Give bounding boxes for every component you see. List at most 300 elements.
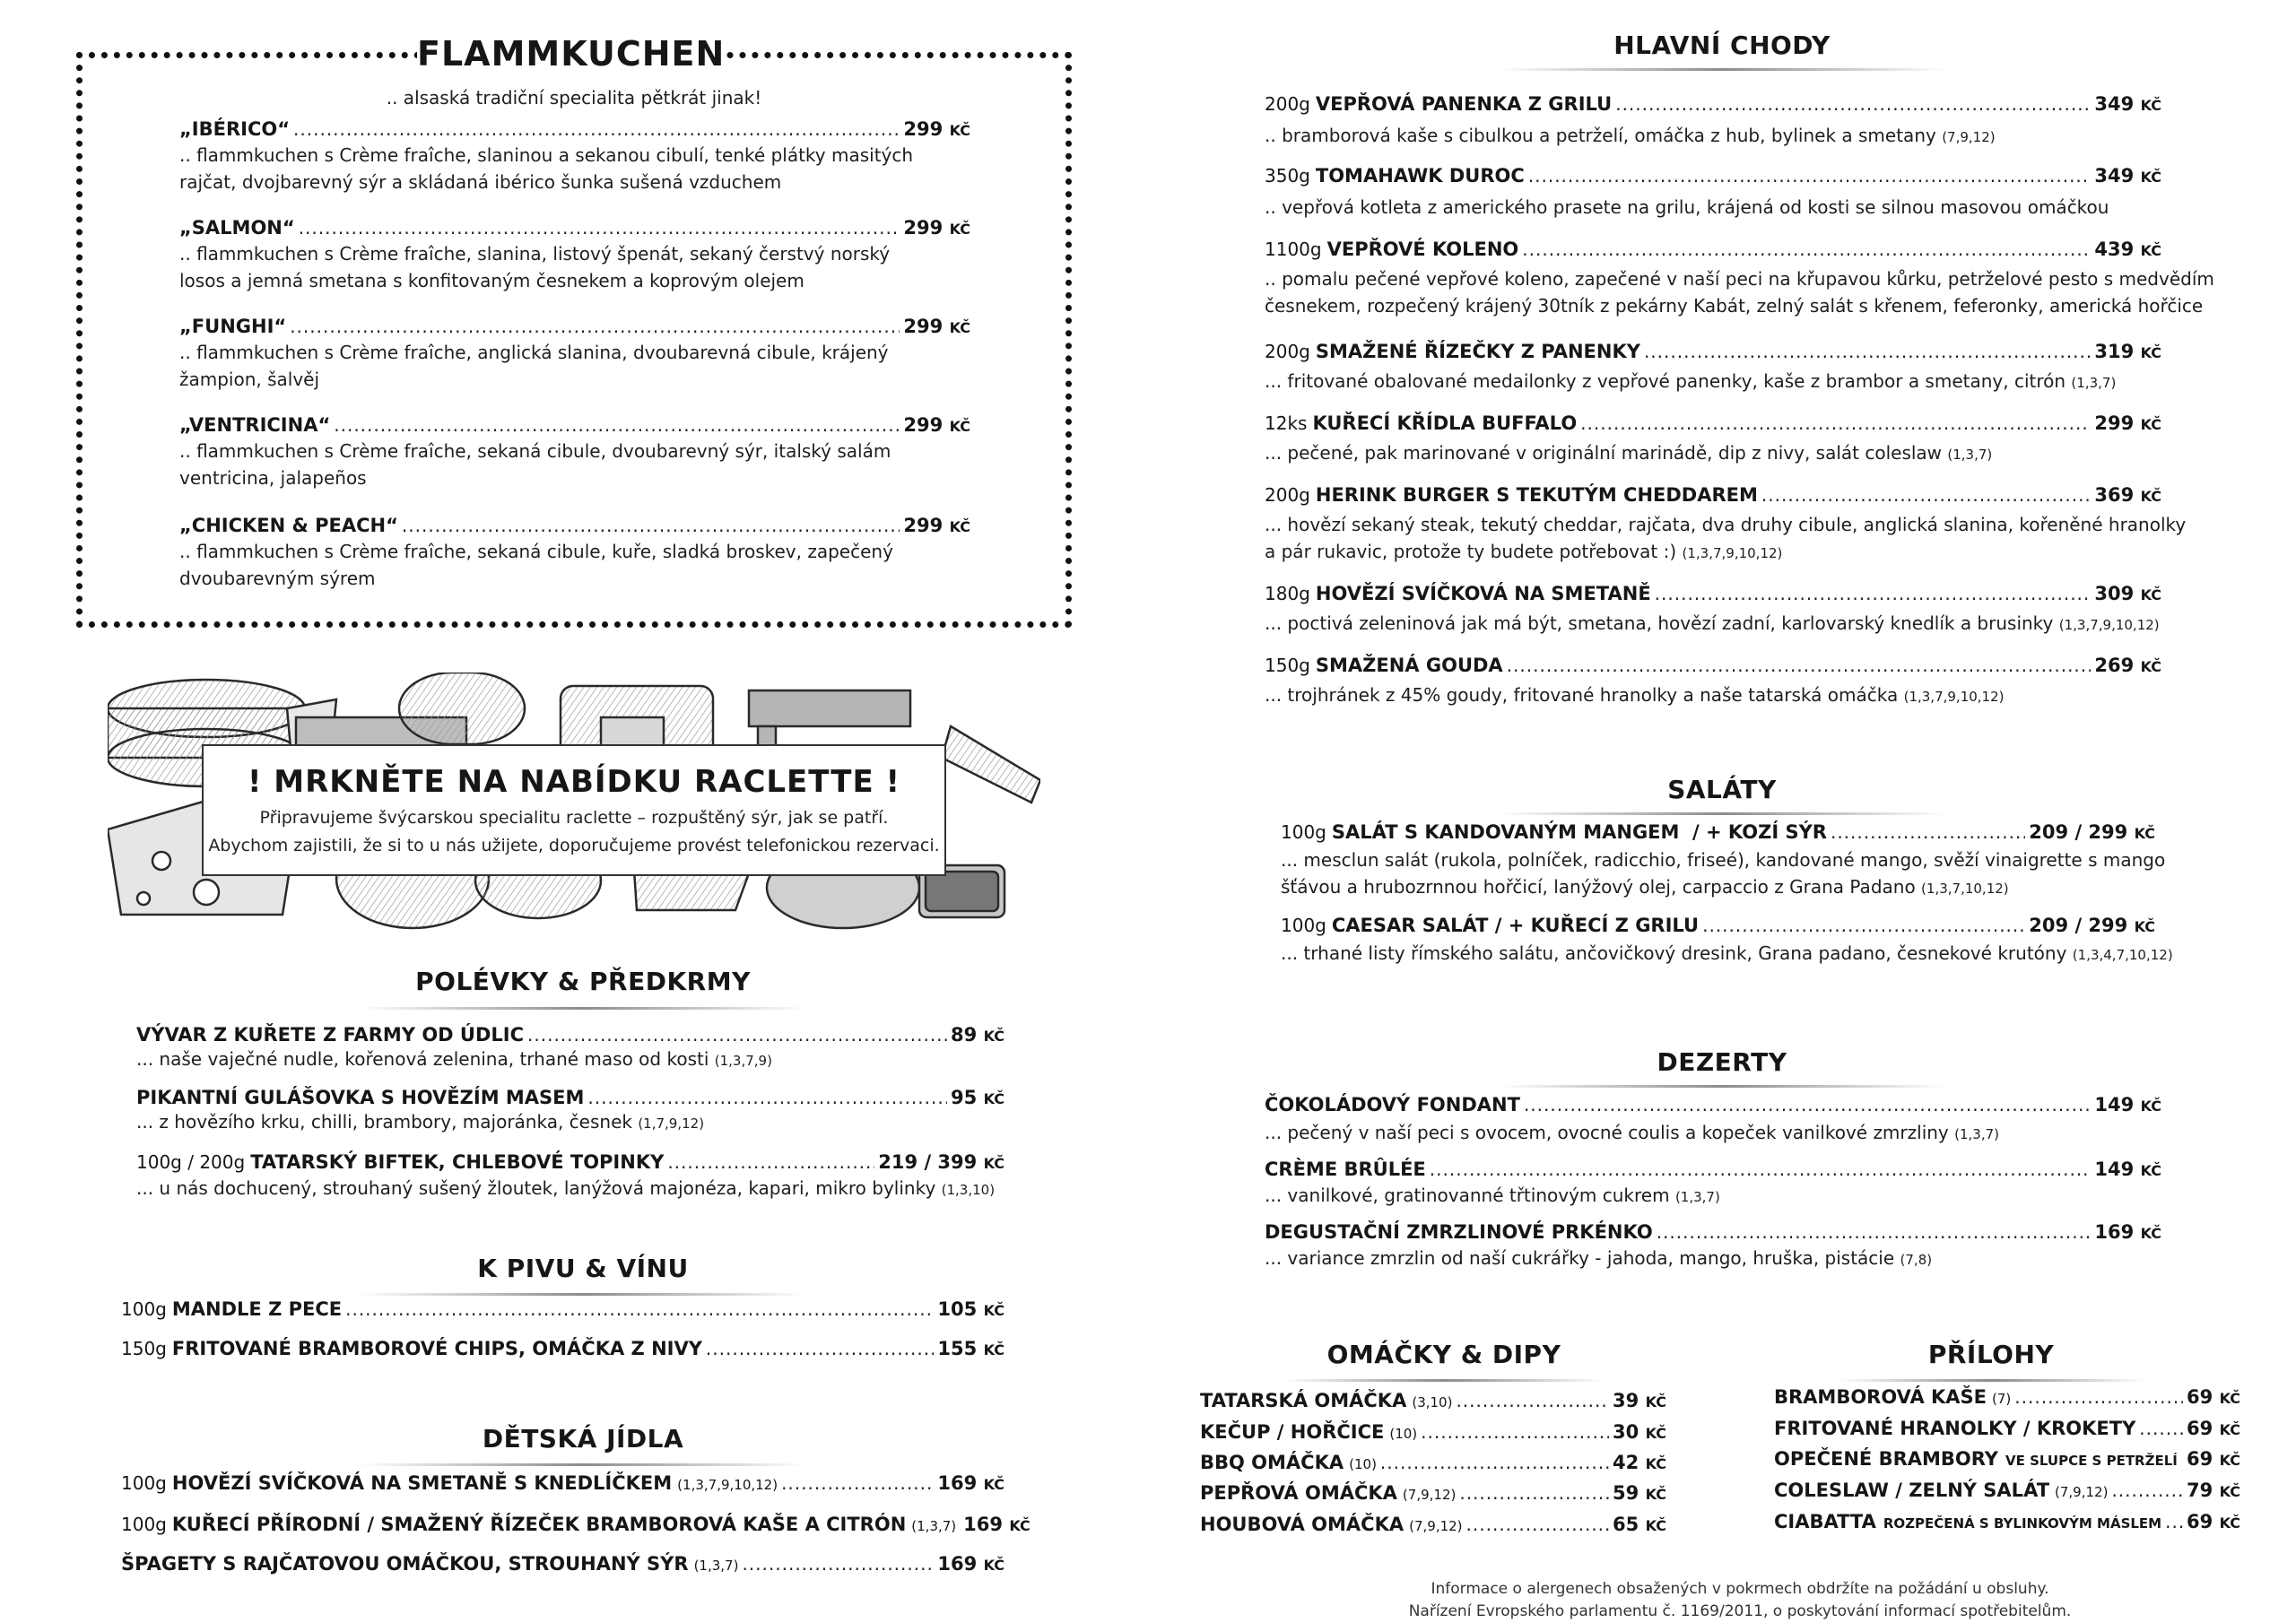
- leader-dots: [587, 1087, 947, 1108]
- flammkuchen-desc-ventricina: [179, 438, 891, 491]
- item-price: [2187, 1386, 2240, 1408]
- section-divider: [1498, 812, 1946, 815]
- leader-dots: [1831, 821, 2025, 843]
- desc-text: ... fritované obalované medailonky z vepřové panenky, kaše z brambor a smetany, citrón: [1265, 370, 2066, 392]
- right-column: [1157, 0, 2296, 1623]
- hlavni-item-panenka: [1265, 93, 2161, 115]
- item-weight: 1100g: [1265, 239, 1322, 260]
- price-value: 69: [2187, 1418, 2213, 1439]
- item-name: „VENTRICINA“: [179, 414, 331, 436]
- item-price: [903, 414, 970, 436]
- flammkuchen-title: FLAMMKUCHEN: [417, 34, 726, 74]
- currency: KČ: [983, 1155, 1004, 1172]
- item-name: FRITOVANÉ HRANOLKY / KROKETY: [1774, 1418, 2136, 1439]
- omacky-item-houbova: [1200, 1514, 1666, 1535]
- leader-dots: [299, 217, 900, 239]
- item-name: HOVĚZÍ SVÍČKOVÁ NA SMETANĚ S KNEDLÍČKEM: [171, 1472, 673, 1494]
- item-name: „SALMON“: [179, 217, 295, 239]
- currency: KČ: [1645, 1486, 1666, 1503]
- item-name: HOUBOVÁ OMÁČKA: [1200, 1514, 1405, 1535]
- leader-dots: [345, 1298, 934, 1320]
- desc-text: ... poctivá zeleninová jak má být, smetana, hovězí zadní, karlovarský knedlík a brusinky: [1265, 612, 2054, 634]
- currency: KČ: [983, 1028, 1004, 1045]
- omacky-title: OMÁČKY & DIPY: [1326, 1340, 1561, 1369]
- dezerty-item-fondant: [1265, 1094, 2161, 1115]
- desc-line-2: [1281, 873, 2165, 902]
- allergens: (1,3,7): [911, 1518, 957, 1534]
- allergens: (10): [1349, 1456, 1377, 1472]
- desc-line: ... hovězí sekaný steak, tekutý cheddar, rajčata, dva druhy cibule, anglická slanina, kořeněné hranolky: [1265, 514, 2187, 535]
- price-value: 299: [903, 414, 944, 436]
- desc-text: ... pečené, pak marinované v originální marinádě, dip z nivy, salát coleslaw: [1265, 442, 1943, 464]
- currency: KČ: [983, 1557, 1004, 1574]
- raclette-banner: [202, 744, 946, 876]
- item-price: [2187, 1480, 2240, 1501]
- hlavni-title: HLAVNÍ CHODY: [1613, 30, 1831, 60]
- price-value: 169: [963, 1514, 1003, 1535]
- desc-line: .. flammkuchen s Crème fraîche, sekaná cibule, kuře, sladká broskev, zapečený: [179, 541, 893, 562]
- hlavni-item-koleno: [1265, 239, 2161, 260]
- item-name: KEČUP / HOŘČICE: [1200, 1421, 1385, 1443]
- item-price: [903, 515, 970, 536]
- currency: KČ: [2219, 1483, 2240, 1500]
- item-name: VEPŘOVÁ PANENKA Z GRILU: [1315, 93, 1613, 115]
- hlavni-item-rizecky: [1265, 341, 2161, 362]
- allergens: (7): [1992, 1391, 2012, 1407]
- hlavni-item-tomahawk: [1265, 165, 2161, 187]
- detska-item-rizecek: [121, 1514, 1031, 1535]
- prilohy-item-brambory: [1774, 1448, 2240, 1470]
- item-name: HOVĚZÍ SVÍČKOVÁ NA SMETANĚ: [1315, 583, 1651, 604]
- polevky-item-vyvar: [136, 1024, 1004, 1046]
- item-price: [2029, 915, 2155, 936]
- hlavni-desc-kridla: [1265, 439, 1992, 468]
- flammkuchen-item-funghi: [179, 316, 970, 337]
- item-price: [2094, 1094, 2161, 1115]
- pivo-item-mandle: [121, 1298, 1004, 1320]
- currency: KČ: [983, 1476, 1004, 1493]
- desc-line: dvoubarevným sýrem: [179, 568, 376, 589]
- item-price: [2094, 165, 2161, 187]
- item-price: [2094, 412, 2161, 434]
- allergens: (1,3,7): [2071, 375, 2117, 391]
- price-value: 349: [2094, 165, 2135, 187]
- price-value: 169: [2094, 1221, 2135, 1243]
- item-name: CAESAR SALÁT / + KUŘECÍ Z GRILU: [1331, 915, 1700, 936]
- hlavni-item-kridla: [1265, 412, 2161, 434]
- item-weight: 150g: [121, 1338, 167, 1359]
- leader-dots: [667, 1151, 874, 1173]
- item-price: [2094, 1159, 2161, 1180]
- item-name: „CHICKEN & PEACH“: [179, 515, 398, 536]
- item-name: TATARSKÁ OMÁČKA: [1200, 1390, 1407, 1411]
- flammkuchen-subtitle: .. alsaská tradiční specialita pětkrát jinak!: [386, 87, 762, 108]
- leader-dots: [742, 1553, 934, 1575]
- section-divider: [1498, 1085, 1946, 1088]
- leader-dots: [1615, 93, 2091, 115]
- item-weight: 100g: [1281, 821, 1326, 843]
- price-value: 69: [2187, 1386, 2213, 1408]
- prilohy-item-kase: [1774, 1386, 2240, 1408]
- price-value: 155: [937, 1338, 978, 1359]
- item-price: [2094, 239, 2161, 260]
- polevky-title: POLÉVKY & PŘEDKRMY: [415, 967, 751, 996]
- allergens: (3,10): [1412, 1394, 1453, 1410]
- item-price: [963, 1514, 1031, 1535]
- currency: KČ: [949, 221, 970, 238]
- leader-dots: [1657, 1221, 2092, 1243]
- leader-dots: [1524, 1094, 2091, 1115]
- detska-item-spagety: [121, 1553, 1004, 1575]
- item-name: VÝVAR Z KUŘETE Z FARMY OD ÚDLIC: [136, 1024, 525, 1046]
- flammkuchen-desc-chicken-peach: [179, 538, 893, 592]
- leader-dots: [290, 316, 900, 337]
- leader-dots: [1507, 655, 2092, 676]
- price-value: 69: [2187, 1448, 2213, 1470]
- item-weight: 150g: [1265, 655, 1310, 676]
- currency: KČ: [983, 1302, 1004, 1319]
- leader-dots: [1644, 341, 2091, 362]
- item-weight: 100g: [121, 1514, 167, 1535]
- item-price: [2094, 1221, 2161, 1243]
- item-price: [1613, 1482, 1666, 1504]
- allergens: (1,7,9,12): [638, 1115, 705, 1132]
- item-name: FRITOVANÉ BRAMBOROVÉ CHIPS, OMÁČKA Z NIVY: [171, 1338, 702, 1359]
- leader-dots: [1522, 239, 2091, 260]
- item-price: [1613, 1452, 1666, 1473]
- item-price: [2094, 341, 2161, 362]
- currency: KČ: [2140, 488, 2161, 505]
- currency: KČ: [983, 1341, 1004, 1358]
- desc-text: ... naše vaječné nudle, kořenová zelenina, trhané maso od kosti: [136, 1048, 709, 1070]
- leader-dots: [1380, 1452, 1609, 1473]
- allergens: (1,3,7): [1947, 447, 1993, 463]
- item-price: [1613, 1421, 1666, 1443]
- desc-line: .. flammkuchen s Crème fraîche, sekaná cibule, dvoubarevný sýr, italský salám: [179, 440, 891, 462]
- desc-text: šťávou a hrubozrnnou hořčicí, lanýžový olej, carpaccio z Grana Padano: [1281, 876, 1916, 898]
- allergens: (1,3,7,9,10,12): [2058, 617, 2160, 633]
- polevky-desc-gulasovka: [136, 1108, 704, 1137]
- currency: KČ: [2140, 658, 2161, 675]
- desc-line: ventricina, jalapeños: [179, 467, 367, 489]
- price-value: 30: [1613, 1421, 1639, 1443]
- price-value: 209 / 299: [2029, 915, 2128, 936]
- item-name: TATARSKÝ BIFTEK, CHLEBOVÉ TOPINKY: [250, 1151, 665, 1173]
- item-price: [937, 1472, 1004, 1494]
- item-price: [903, 118, 970, 140]
- flammkuchen-item-salmon: [179, 217, 970, 239]
- price-value: 319: [2094, 341, 2135, 362]
- leader-dots: [2014, 1386, 2183, 1408]
- raclette-line: Abychom zajistili, že si to u nás užijete, doporučujeme provést telefonickou rezervaci.: [208, 836, 940, 855]
- item-name: PEPŘOVÁ OMÁČKA: [1200, 1482, 1397, 1504]
- currency: KČ: [2140, 1162, 2161, 1179]
- item-price: [937, 1338, 1004, 1359]
- item-price: [937, 1298, 1004, 1320]
- price-value: 299: [903, 118, 944, 140]
- currency: KČ: [2219, 1515, 2240, 1532]
- item-name: HERINK BURGER S TEKUTÝM CHEDDAREM: [1315, 484, 1758, 506]
- currency: KČ: [2134, 918, 2155, 935]
- item-name: SALÁT S KANDOVANÝM MANGEM / + KOZÍ SÝR: [1331, 821, 1827, 843]
- currency: KČ: [2140, 169, 2161, 186]
- hlavni-desc-gouda: [1265, 681, 2005, 710]
- leader-dots: [402, 515, 900, 536]
- item-weight: 180g: [1265, 583, 1310, 604]
- desc-text: ... u nás dochucený, strouhaný sušený žloutek, lanýžová majonéza, kapari, mikro bylinky: [136, 1177, 936, 1199]
- salaty-desc-caesar: [1281, 940, 2173, 968]
- item-weight: 350g: [1265, 165, 1310, 187]
- desc-text: ... trhané listy římského salátu, ančovičkový dresink, Grana padano, česnekové krutóny: [1281, 942, 2067, 964]
- allergens: (1,3,7): [1954, 1126, 1999, 1142]
- dezerty-title: DEZERTY: [1657, 1047, 1787, 1077]
- item-price: [903, 217, 970, 239]
- omacky-item-tatarska: [1200, 1390, 1666, 1411]
- currency: KČ: [949, 122, 970, 139]
- desc-line: .. flammkuchen s Crème fraîche, anglická slanina, dvoubarevná cibule, krájený: [179, 342, 889, 363]
- item-name: ČOKOLÁDOVÝ FONDANT: [1265, 1094, 1520, 1115]
- price-value: 369: [2094, 484, 2135, 506]
- currency: KČ: [2140, 586, 2161, 603]
- item-weight: 200g: [1265, 341, 1310, 362]
- currency: KČ: [2219, 1452, 2240, 1469]
- left-column: [0, 0, 1121, 1623]
- item-price: [951, 1087, 1004, 1108]
- price-value: 95: [951, 1087, 978, 1108]
- leader-dots: [334, 414, 900, 436]
- item-name: KUŘECÍ PŘÍRODNÍ / SMAŽENÝ ŘÍZEČEK BRAMBOROVÁ KAŠE A CITRÓN: [171, 1514, 907, 1535]
- currency: KČ: [2140, 242, 2161, 259]
- currency: KČ: [2140, 1098, 2161, 1115]
- desc-line: žampion, šalvěj: [179, 369, 320, 390]
- item-name: SMAŽENÁ GOUDA: [1315, 655, 1503, 676]
- item-price: [2187, 1511, 2240, 1532]
- leader-dots: [1761, 484, 2092, 506]
- item-name: ŠPAGETY S RAJČATOVOU OMÁČKOU, STROUHANÝ SÝR: [121, 1553, 689, 1575]
- item-weight: 100g: [1281, 915, 1326, 936]
- pivo-item-chips: [121, 1338, 1004, 1359]
- allergens: (1,3,10): [941, 1182, 996, 1198]
- currency: KČ: [949, 518, 970, 535]
- item-price: [2094, 93, 2161, 115]
- section-divider: [1839, 1379, 2144, 1382]
- price-value: 269: [2094, 655, 2135, 676]
- currency: KČ: [1645, 1517, 1666, 1534]
- price-value: 299: [903, 515, 944, 536]
- desc-text: ... z hovězího krku, chilli, brambory, majoránka, česnek: [136, 1111, 632, 1133]
- currency: KČ: [2219, 1390, 2240, 1407]
- item-name: KUŘECÍ KŘÍDLA BUFFALO: [1312, 412, 1578, 434]
- item-price: [2094, 655, 2161, 676]
- desc-text: ... vanilkové, gratinovanné třtinovým cukrem: [1265, 1185, 1670, 1206]
- currency: KČ: [2219, 1421, 2240, 1438]
- pivo-title: K PIVU & VÍNU: [477, 1254, 689, 1283]
- item-price: [937, 1553, 1004, 1575]
- item-name: BBQ OMÁČKA: [1200, 1452, 1344, 1473]
- dezerty-item-creme-brulee: [1265, 1159, 2161, 1180]
- desc-text: a pár rukavic, protože ty budete potřebovat :): [1265, 541, 1677, 562]
- polevky-desc-tatarsky: [136, 1175, 995, 1203]
- currency: KČ: [2140, 97, 2161, 114]
- price-value: 42: [1613, 1452, 1639, 1473]
- allergens: (1,3,7,9,10,12): [677, 1477, 778, 1493]
- leader-dots: [1456, 1390, 1609, 1411]
- footer-line: Informace o alergenech obsažených v pokrmech obdržíte na požádání u obsluhy.: [1431, 1580, 2049, 1598]
- allergens: (1,3,7): [1674, 1189, 1720, 1205]
- item-name: VEPŘOVÉ KOLENO: [1326, 239, 1519, 260]
- item-name: CIABATTA: [1774, 1511, 1876, 1532]
- section-divider: [1498, 68, 1946, 71]
- dezerty-desc-creme-brulee: [1265, 1182, 1720, 1211]
- leader-dots: [781, 1472, 934, 1494]
- item-price: [2094, 484, 2161, 506]
- detska-title: DĚTSKÁ JÍDLA: [482, 1424, 684, 1454]
- hlavni-desc-rizecky: [1265, 368, 2116, 396]
- price-value: 69: [2187, 1511, 2213, 1532]
- item-weight: 12ks: [1265, 412, 1308, 434]
- omacky-item-bbq: [1200, 1452, 1666, 1473]
- polevky-item-gulasovka: [136, 1087, 1004, 1108]
- leader-dots: [1459, 1482, 1609, 1504]
- currency: KČ: [2140, 1225, 2161, 1242]
- allergens: (7,9,12): [2055, 1484, 2109, 1500]
- leader-dots: [1528, 165, 2092, 187]
- item-price: [1613, 1390, 1666, 1411]
- currency: KČ: [949, 418, 970, 435]
- price-value: 149: [2094, 1094, 2135, 1115]
- raclette-line: Připravujeme švýcarskou specialitu raclette – rozpuštěný sýr, jak se patří.: [259, 808, 889, 828]
- item-weight: 200g: [1265, 93, 1310, 115]
- item-name: CRÈME BRÛLÉE: [1265, 1159, 1426, 1180]
- item-price: [951, 1024, 1004, 1046]
- item-name: PIKANTNÍ GULÁŠOVKA S HOVĚZÍM MASEM: [136, 1087, 585, 1108]
- allergens: (1,3,7,9,10,12): [1682, 545, 1783, 561]
- salaty-desc-mango: [1281, 846, 2165, 902]
- raclette-title: ! MRKNĚTE NA NABÍDKU RACLETTE !: [247, 764, 901, 800]
- item-tag: VE SLUPCE S PETRŽELÍ: [2005, 1453, 2178, 1469]
- currency: KČ: [2140, 416, 2161, 433]
- hlavni-desc-burger: [1265, 511, 2186, 567]
- leader-dots: [706, 1338, 935, 1359]
- leader-dots: [2181, 1448, 2183, 1470]
- leader-dots: [1580, 412, 2091, 434]
- allergens: (10): [1389, 1426, 1418, 1442]
- allergens: (7,9,12): [1402, 1487, 1457, 1503]
- dezerty-desc-fondant: [1265, 1119, 1999, 1148]
- desc-line: rajčat, dvojbarevný sýr a skládaná ibérico šunka sušená vzduchem: [179, 171, 782, 193]
- flammkuchen-item-chicken-peach: [179, 515, 970, 536]
- currency: KČ: [1645, 1393, 1666, 1410]
- prilohy-item-hranolky: [1774, 1418, 2240, 1439]
- desc-text: .. bramborová kaše s cibulkou a petrželí, omáčka z hub, bylinek a smetany: [1265, 125, 1936, 146]
- item-weight: 100g: [121, 1298, 167, 1320]
- prilohy-item-coleslaw: [1774, 1480, 2240, 1501]
- item-name: DEGUSTAČNÍ ZMRZLINOVÉ PRKÉNKO: [1265, 1221, 1653, 1243]
- currency: KČ: [2140, 344, 2161, 361]
- item-weight: 100g: [121, 1472, 167, 1494]
- price-value: 299: [2094, 412, 2135, 434]
- leader-dots: [2139, 1418, 2183, 1439]
- item-name: TOMAHAWK DUROC: [1315, 165, 1525, 187]
- polevky-desc-vyvar: [136, 1046, 772, 1074]
- salaty-title: SALÁTY: [1667, 775, 1777, 804]
- currency: KČ: [983, 1090, 1004, 1107]
- prilohy-title: PŘÍLOHY: [1927, 1340, 2055, 1369]
- leader-dots: [1421, 1421, 1609, 1443]
- flammkuchen-desc-funghi: [179, 339, 889, 393]
- item-price: [2029, 821, 2155, 843]
- salaty-item-mango: [1281, 821, 2155, 843]
- price-value: 149: [2094, 1159, 2135, 1180]
- item-weight: 200g: [1265, 484, 1310, 506]
- footer-line: Nařízení Evropského parlamentu č. 1169/2011, o poskytování informací spotřebitelům.: [1408, 1602, 2072, 1620]
- section-divider: [359, 1463, 807, 1466]
- price-value: 219 / 399: [878, 1151, 978, 1173]
- allergens: (1,3,7,10,12): [1921, 881, 2009, 897]
- hlavni-item-svickova: [1265, 583, 2161, 604]
- hlavni-item-burger: [1265, 484, 2161, 506]
- allergen-footer: [1327, 1578, 2152, 1623]
- allergens: (7,9,12): [1409, 1518, 1463, 1534]
- section-divider: [359, 1007, 807, 1010]
- item-price: [2187, 1448, 2240, 1470]
- section-divider: [1283, 1379, 1605, 1382]
- allergens: (1,3,4,7,10,12): [2072, 947, 2173, 963]
- price-value: 299: [903, 316, 944, 337]
- leader-dots: [1702, 915, 2025, 936]
- price-value: 169: [937, 1472, 978, 1494]
- price-value: 309: [2094, 583, 2135, 604]
- dezerty-item-prkenko: [1265, 1221, 2161, 1243]
- item-price: [903, 316, 970, 337]
- hlavni-desc-koleno: [1265, 265, 2214, 319]
- desc-line-2: [1265, 538, 2186, 567]
- leader-dots: [1466, 1514, 1610, 1535]
- hlavni-item-gouda: [1265, 655, 2161, 676]
- desc-line: .. flammkuchen s Crème fraîche, slaninou a sekanou cibulí, tenké plátky masitých: [179, 144, 914, 166]
- currency: KČ: [2134, 825, 2155, 842]
- price-value: 439: [2094, 239, 2135, 260]
- desc-text: ... variance zmrzlin od naší cukrářky - jahoda, mango, hruška, pistácie: [1265, 1247, 1895, 1269]
- price-value: 209 / 299: [2029, 821, 2128, 843]
- item-name: BRAMBOROVÁ KAŠE: [1774, 1386, 1987, 1408]
- desc-text: ... trojhránek z 45% goudy, fritované hranolky a naše tatarská omáčka: [1265, 684, 1899, 706]
- section-divider: [359, 1293, 807, 1296]
- item-name: „FUNGHI“: [179, 316, 287, 337]
- item-name: SMAŽENÉ ŘÍZEČKY Z PANENKY: [1315, 341, 1640, 362]
- leader-dots: [2111, 1480, 2183, 1501]
- desc-line: ... mesclun salát (rukola, polníček, radicchio, friseé), kandované mango, svěží vinaigrette s mango: [1281, 849, 2166, 871]
- item-name: COLESLAW / ZELNÝ SALÁT: [1774, 1480, 2050, 1501]
- leader-dots: [527, 1024, 947, 1046]
- item-price: [2187, 1418, 2240, 1439]
- price-value: 349: [2094, 93, 2135, 115]
- desc-text: .. vepřová kotleta z amerického prasete na grilu, krájená od kosti se silnou masovou omáčkou: [1265, 196, 2109, 218]
- item-name: „IBÉRICO“: [179, 118, 291, 140]
- dezerty-desc-prkenko: [1265, 1245, 1932, 1273]
- item-price: [878, 1151, 1004, 1173]
- flammkuchen-item-iberico: [179, 118, 970, 140]
- leader-dots: [1655, 583, 2092, 604]
- currency: KČ: [1645, 1425, 1666, 1442]
- hlavni-desc-svickova: [1265, 610, 2160, 638]
- omacky-item-kecup: [1200, 1421, 1666, 1443]
- detska-item-svickova: [121, 1472, 1004, 1494]
- flammkuchen-desc-iberico: [179, 142, 913, 195]
- leader-dots: [1430, 1159, 2092, 1180]
- price-value: 89: [951, 1024, 978, 1046]
- desc-line: .. pomalu pečené vepřové koleno, zapečené v naší peci na křupavou kůrku, petrželové pesto s medvědím: [1265, 268, 2214, 290]
